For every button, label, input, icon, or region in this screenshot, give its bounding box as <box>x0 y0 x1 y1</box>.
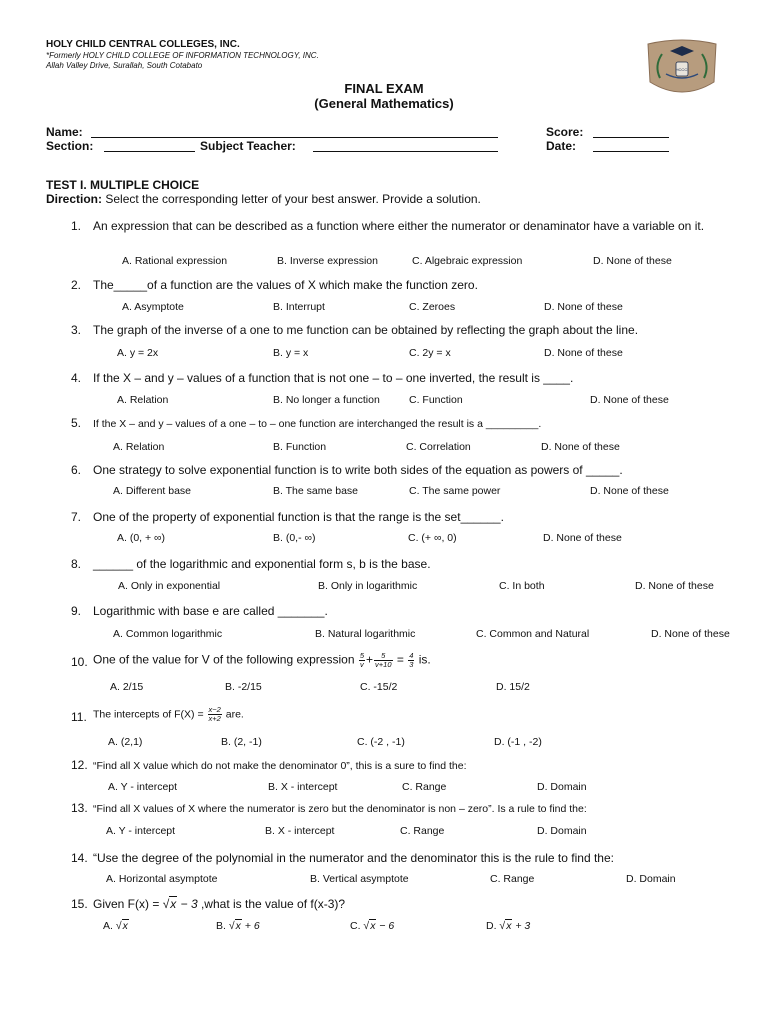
answer-option-c[interactable]: C. Common and Natural <box>476 628 590 640</box>
question-text: One of the property of exponential function is that the range is the set______. <box>93 510 504 524</box>
answer-option-d[interactable]: D. None of these <box>590 394 669 406</box>
question-number: 11. <box>71 710 87 724</box>
answer-option-b[interactable]: B. No longer a function <box>273 394 380 406</box>
answer-option-b[interactable]: B. (0,- ∞) <box>273 532 316 544</box>
question-number: 14. <box>71 851 88 865</box>
question-number: 5. <box>71 416 82 430</box>
subject-teacher-line[interactable] <box>313 151 498 152</box>
question-text: Given F(x) = √x − 3 ,what is the value of f(x-3)? <box>93 897 346 911</box>
answer-option-d[interactable]: D. None of these <box>544 347 623 359</box>
answer-option-b[interactable]: B. X - intercept <box>268 781 338 793</box>
answer-option-a[interactable]: A. Relation <box>113 441 165 453</box>
answer-option-b[interactable]: B. Vertical asymptote <box>310 873 409 885</box>
answer-option-d[interactable]: D. 15/2 <box>496 681 530 693</box>
section-line[interactable] <box>104 151 195 152</box>
section-label: Section: <box>46 139 94 153</box>
test-heading: TEST I. MULTIPLE CHOICE <box>46 178 200 192</box>
question-text: The_____of a function are the values of X which make the function zero. <box>93 278 478 292</box>
score-label: Score: <box>546 125 584 139</box>
question-number: 2. <box>71 278 82 292</box>
exam-subtitle: (General Mathematics) <box>314 96 454 111</box>
question-number: 15. <box>71 897 88 911</box>
fraction: $\frac{4}{3}$ <box>409 651 414 669</box>
name-label: Name: <box>46 125 83 139</box>
score-line[interactable] <box>593 137 669 138</box>
answer-option-c[interactable]: C. In both <box>499 580 545 592</box>
answer-option-c[interactable]: C. Correlation <box>406 441 471 453</box>
answer-option-d[interactable]: D. None of these <box>541 441 620 453</box>
subject-teacher-label: Subject Teacher: <box>200 139 296 153</box>
fraction: $\frac{5}{v}$ <box>359 651 364 669</box>
answer-option-a[interactable]: A. Asymptote <box>122 301 184 313</box>
answer-option-a[interactable]: A. y = 2x <box>117 347 159 359</box>
square-root-expression: √x <box>115 920 128 932</box>
answer-option-a[interactable]: A. Rational expression <box>122 255 228 267</box>
school-name: HOLY CHILD CENTRAL COLLEGES, INC. <box>46 39 240 50</box>
answer-option-d[interactable]: D. None of these <box>544 301 623 313</box>
question-number: 12. <box>71 758 88 772</box>
school-address: Allah Valley Drive, Surallah, South Cotabato <box>46 61 203 70</box>
date-label: Date: <box>546 139 577 153</box>
direction-label: Direction: <box>46 192 103 206</box>
question-number: 1. <box>71 219 82 233</box>
question-text: If the X – and y – values of a one – to – one function are interchanged the result is a _________. <box>93 418 542 430</box>
answer-option-d[interactable]: D. None of these <box>635 580 714 592</box>
answer-option-b[interactable]: B. Function <box>273 441 327 453</box>
answer-option-b[interactable]: B. y = x <box>273 347 309 359</box>
answer-option-b[interactable]: B. Inverse expression <box>277 255 378 267</box>
answer-option-c[interactable]: C. Zeroes <box>409 301 456 313</box>
answer-option-c[interactable]: C. Algebraic expression <box>412 255 523 267</box>
answer-option-b[interactable]: B. The same base <box>273 485 359 497</box>
answer-option-d[interactable]: D. Domain <box>537 825 587 837</box>
answer-option-a[interactable]: A. Different base <box>113 485 192 497</box>
answer-option-c[interactable]: C. (+ ∞, 0) <box>408 532 457 544</box>
square-root-expression: √x + 3 <box>499 920 531 932</box>
answer-option-d[interactable]: D. None of these <box>651 628 730 640</box>
question-text: The intercepts of F(X) = $\frac{x-2}{x+2}$ are. <box>93 705 244 723</box>
answer-option-d[interactable]: D. Domain <box>626 873 676 885</box>
answer-option-c[interactable]: C. 2y = x <box>409 347 451 359</box>
answer-option-c[interactable]: C. The same power <box>409 485 501 497</box>
direction-text: Select the corresponding letter of your best answer. Provide a solution. <box>102 192 481 206</box>
answer-option-b[interactable]: B. √x + 6 <box>216 920 260 932</box>
answer-option-b[interactable]: B. -2/15 <box>225 681 262 693</box>
answer-option-a[interactable]: A. Horizontal asymptote <box>106 873 218 885</box>
question-number: 8. <box>71 557 82 571</box>
answer-option-c[interactable]: C. -15/2 <box>360 681 398 693</box>
answer-option-a[interactable]: A. 2/15 <box>110 681 144 693</box>
answer-option-c[interactable]: C. Range <box>490 873 535 885</box>
question-text: The graph of the inverse of a one to me function can be obtained by reflecting the graph about the line. <box>93 323 639 337</box>
answer-option-a[interactable]: A. Common logarithmic <box>113 628 223 640</box>
answer-option-a[interactable]: A. Y - intercept <box>106 825 176 837</box>
square-root-expression: √x − 6 <box>363 920 395 932</box>
answer-option-c[interactable]: C. Range <box>402 781 447 793</box>
answer-option-c[interactable]: C. √x − 6 <box>350 920 395 932</box>
answer-option-d[interactable]: D. √x + 3 <box>486 920 531 932</box>
question-number: 13. <box>71 801 88 815</box>
answer-option-a[interactable]: A. Y - intercept <box>108 781 178 793</box>
question-text: One of the value for V of the following expression $\frac{5}{v}$ + $\frac{5}{v+10}$ = $\frac{4}{3}$ is. <box>93 651 431 669</box>
date-line[interactable] <box>593 151 669 152</box>
answer-option-a[interactable]: A. (2,1) <box>108 736 143 748</box>
name-line[interactable] <box>91 137 498 138</box>
question-number: 4. <box>71 371 82 385</box>
question-number: 9. <box>71 604 82 618</box>
question-number: 6. <box>71 463 82 477</box>
answer-option-c[interactable]: C. Function <box>409 394 463 406</box>
question-text: Logarithmic with base e are called _______. <box>93 604 328 618</box>
answer-option-d[interactable]: D. None of these <box>590 485 669 497</box>
fraction: $\frac{5}{v+10}$ <box>375 651 392 669</box>
direction <box>46 192 481 206</box>
question-number: 7. <box>71 510 82 524</box>
answer-option-c[interactable]: C. (-2 , -1) <box>357 736 405 748</box>
answer-option-a[interactable]: A. Only in exponential <box>118 580 221 592</box>
answer-option-d[interactable]: D. None of these <box>543 532 622 544</box>
question-text: “Use the degree of the polynomial in the numerator and the denominator this is the rule to find the: <box>93 851 614 865</box>
question-text: “Find all X values of X where the numerator is zero but the denominator is non – zero”. Is a rule to find the: <box>93 803 587 815</box>
exam-title: FINAL EXAM <box>344 81 424 96</box>
question-text: If the X – and y – values of a function that is not one – to – one inverted, the result is ____. <box>93 371 574 385</box>
question-text: An expression that can be described as a function where either the numerator or denaminator have a variable on it. <box>93 219 705 233</box>
answer-option-a[interactable]: A. (0, + ∞) <box>117 532 166 544</box>
former-name: *Formerly HOLY CHILD COLLEGE OF INFORMATION TECHNOLOGY, INC. <box>46 51 319 60</box>
question-text: One strategy to solve exponential function is to write both sides of the equation as powers of _____. <box>93 463 623 477</box>
logo-text: HCCCI <box>675 67 689 72</box>
answer-option-b[interactable]: B. (2, -1) <box>221 736 262 748</box>
fraction: $\frac{x-2}{x+2}$ <box>208 705 221 723</box>
answer-option-a[interactable]: A. √x <box>103 920 128 932</box>
question-text: “Find all X value which do not make the denominator 0”, this is a sure to find the: <box>93 760 467 772</box>
answer-option-b[interactable]: B. Natural logarithmic <box>315 628 416 640</box>
answer-option-d[interactable]: D. None of these <box>593 255 672 267</box>
answer-option-a[interactable]: A. Relation <box>117 394 169 406</box>
square-root-expression: √x − 3 <box>162 897 198 911</box>
answer-option-b[interactable]: B. Only in logarithmic <box>318 580 418 592</box>
answer-option-b[interactable]: B. X - intercept <box>265 825 335 837</box>
answer-option-b[interactable]: B. Interrupt <box>273 301 325 313</box>
answer-option-d[interactable]: D. Domain <box>537 781 587 793</box>
answer-option-c[interactable]: C. Range <box>400 825 445 837</box>
question-text: ______ of the logarithmic and exponential form s, b is the base. <box>93 557 431 571</box>
question-number: 10. <box>71 655 88 669</box>
answer-option-d[interactable]: D. (-1 , -2) <box>494 736 542 748</box>
square-root-expression: √x + 6 <box>228 920 260 932</box>
question-number: 3. <box>71 323 82 337</box>
